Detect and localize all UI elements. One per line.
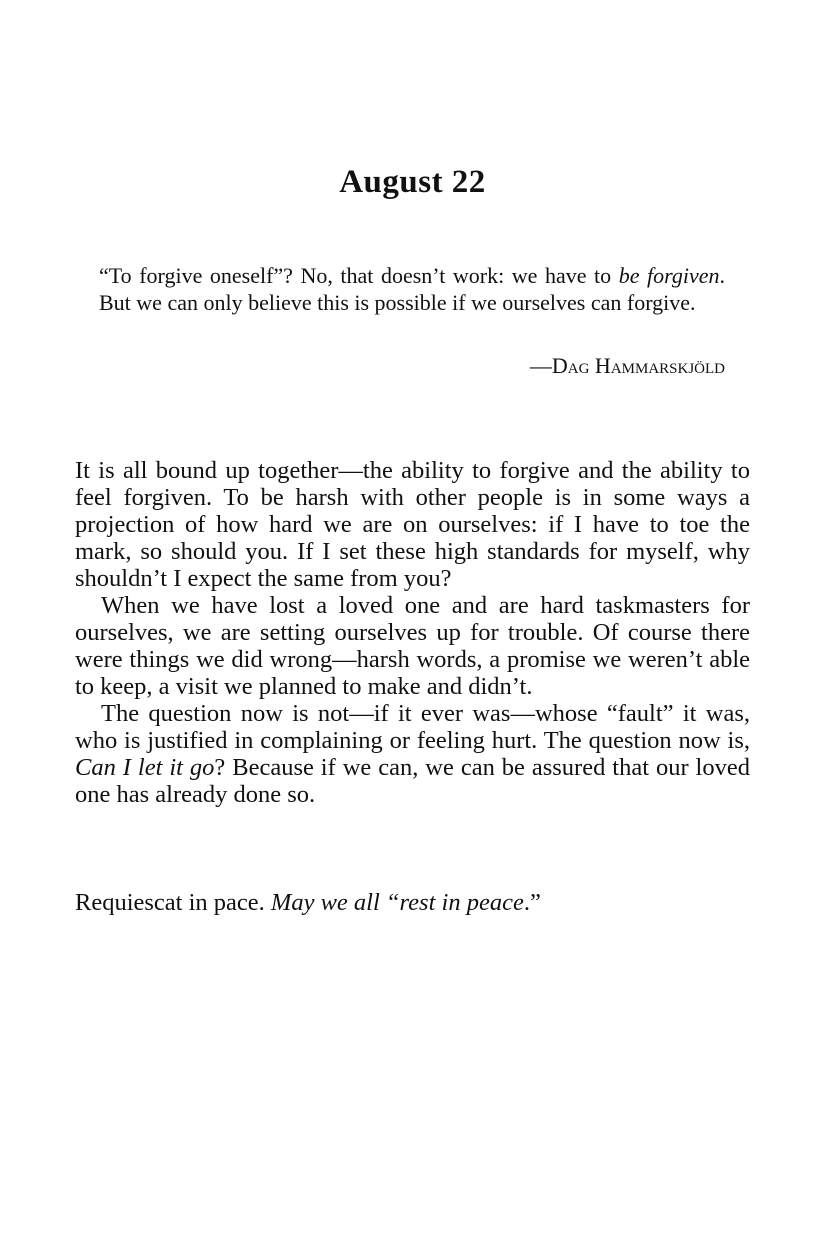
closing-line (75, 889, 750, 916)
paragraph-3-part2: ? Because if we can, we can be assured that our loved one has already done so. (75, 754, 750, 808)
closing-latin: Requiescat in pace. (75, 889, 271, 916)
paragraph-2: When we have lost a loved one and are hard taskmasters for ourselves, we are setting ourselves up for trouble. Of course there were things we did wrong—harsh words, a promise we weren’t able to keep, a visit we planned to make and didn’t. (75, 592, 750, 700)
page-title: August 22 (339, 164, 486, 200)
epigraph-text-part2: . But we can only believe this is possible if we ourselves can forgive. (99, 263, 725, 315)
epigraph-italic: be forgiven (618, 263, 720, 288)
epigraph-text (99, 262, 725, 316)
closing-end: .” (523, 889, 541, 916)
epigraph-attribution: —Dag Hammarskjöld (529, 353, 725, 378)
epigraph-text-part1: “To forgive oneself”? No, that doesn’t work: we have to (99, 263, 619, 288)
paragraph-3-italic: Can I let it go (75, 754, 215, 781)
paragraph-1: It is all bound up together—the ability to forgive and the ability to feel forgiven. To be harsh with other people is in some ways a projection of how hard we are on ourselves: if I have to toe the mark, so should you. If I set these high standards for myself, why shouldn’t I expect the same from you? (75, 457, 750, 592)
epigraph-quote (99, 262, 725, 316)
body-text (75, 457, 750, 808)
closing-italic-1: May we all “ (270, 889, 400, 916)
paragraph-3-part1: The question now is not—if it ever was—whose “fault” it was, who is justified in complaining or feeling hurt. The question now is, (75, 700, 750, 754)
paragraph-3 (75, 700, 750, 808)
closing-italic-2: rest in peace (399, 889, 524, 916)
